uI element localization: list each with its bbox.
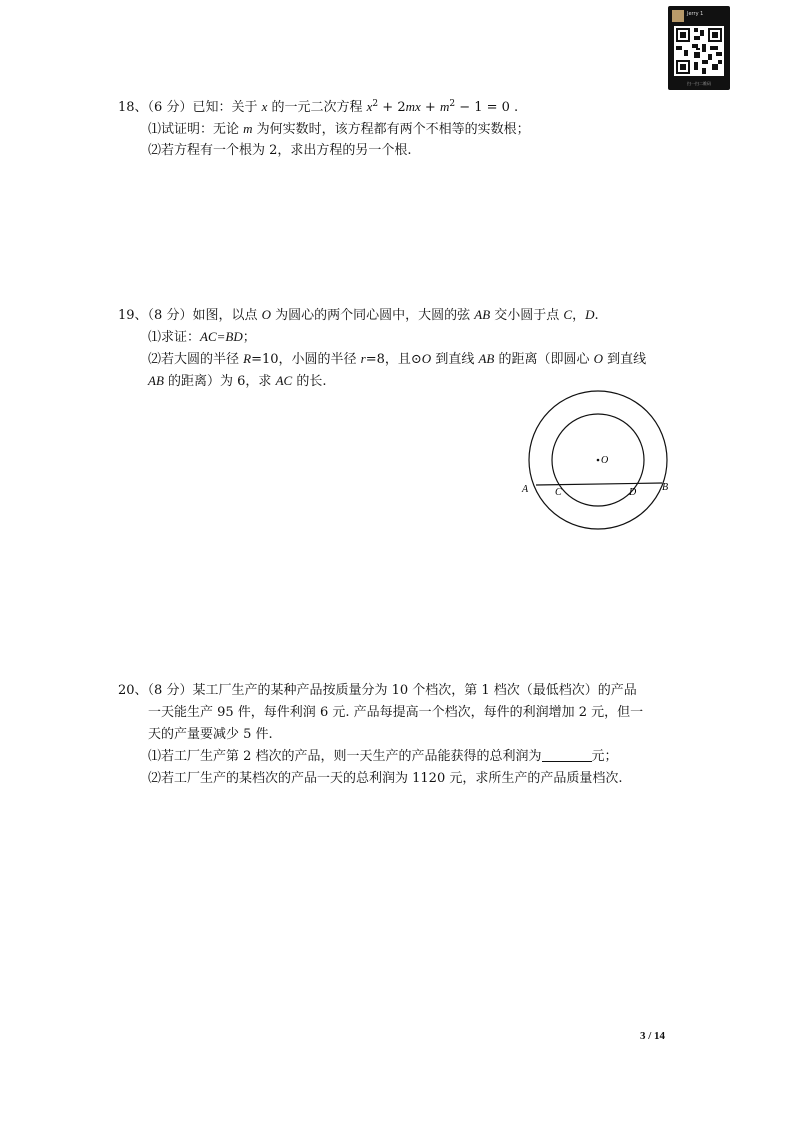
q19-text: 的距离）为 6，求	[163, 374, 276, 389]
q19-text: 的长.	[292, 374, 327, 389]
q18-exponent: 2	[372, 99, 379, 109]
q18-text: 的一元二次方程	[267, 100, 367, 115]
q19-text: ⑴求证：	[148, 330, 201, 345]
q19-text: ；	[242, 330, 256, 345]
q18-equation: + 2	[378, 100, 406, 115]
q19-text: ，	[572, 308, 586, 323]
q19-text: 的距离（即圆心	[494, 352, 594, 367]
q18-part-1	[148, 118, 530, 141]
q19-text: =10，小圆的半径	[251, 352, 361, 367]
chord-ab	[536, 483, 662, 485]
q20-line-2: 一天能生产 95 件，每件利润 6 元. 产品每提高一个档次，每件的利润增加 2 元，但一	[148, 705, 644, 720]
qr-code-block	[668, 6, 730, 90]
q19-part-2-cont	[148, 370, 326, 393]
q19-var: D	[585, 307, 595, 322]
q20-text: （8 分）某工厂生产的某种产品按质量分为 10 个档次，第 1 档次（最低档次）的产品	[147, 683, 637, 698]
q18-text: ⑴试证明：无论	[148, 122, 244, 137]
q19-text: .	[594, 308, 599, 323]
q19-var: O	[261, 307, 271, 322]
q19-text: 到直线	[431, 352, 479, 367]
q19-var: AC=BD	[200, 329, 243, 344]
q19-var: AB	[478, 351, 495, 366]
q18-text: （6 分）已知：关于	[147, 100, 262, 115]
label-o: O	[601, 455, 609, 466]
q18-var: x	[261, 99, 268, 114]
q18-equation: mx	[405, 99, 421, 114]
page-number: 3 / 14	[640, 1030, 666, 1042]
q19-var: AC	[275, 373, 293, 388]
q18-equation: +	[420, 100, 440, 115]
q20-line-3: 天的产量要减少 5 件.	[148, 727, 273, 742]
q18-equation: − 1 = 0 .	[455, 100, 519, 115]
q19-text: （8 分）如图，以点	[147, 308, 262, 323]
label-a: A	[522, 484, 529, 495]
q18-number: 18、	[118, 100, 148, 115]
label-b: B	[662, 482, 669, 493]
answer-blank[interactable]	[542, 747, 592, 762]
qr-header	[672, 10, 726, 24]
q18-line-1	[118, 96, 518, 119]
q19-number: 19、	[118, 308, 148, 323]
q19-text: ⑵若大圆的半径	[148, 352, 244, 367]
q19-text: 到直线	[603, 352, 647, 367]
qr-name: Jerry 1	[687, 11, 704, 17]
q19-var: AB	[148, 373, 164, 388]
q19-text: 为圆心的两个同心圆中，大圆的弦	[270, 308, 475, 323]
q18-var: m	[243, 121, 253, 136]
q19-var: r	[360, 351, 366, 366]
q19-line-1	[118, 304, 599, 327]
q19-text: =8，且⊙	[365, 352, 422, 367]
qr-code-icon	[674, 26, 724, 76]
q18-exponent: 2	[449, 99, 456, 109]
q18-part-2: ⑵若方程有一个根为 2，求出方程的另一个根.	[148, 143, 412, 158]
center-point	[597, 459, 600, 462]
q19-var: R	[243, 351, 252, 366]
q19-text: 交小圆于点	[490, 308, 564, 323]
q19-var: AB	[474, 307, 491, 322]
label-d: D	[629, 487, 637, 498]
concentric-circles-figure	[516, 362, 676, 532]
q19-part-1	[148, 326, 256, 349]
q18-text: 为何实数时，该方程都有两个不相等的实数根；	[252, 122, 530, 137]
q20-number: 20、	[118, 683, 148, 698]
q19-var: O	[593, 351, 603, 366]
q18-equation: x	[366, 99, 373, 114]
qr-caption: 扫一扫二维码	[687, 81, 711, 86]
q19-var: O	[421, 351, 432, 366]
avatar	[672, 10, 684, 22]
q20-part-2: ⑵若工厂生产的某档次的产品一天的总利润为 1120 元，求所生产的产品质量档次.	[148, 771, 623, 786]
q20-text: 元；	[591, 749, 618, 764]
q20-part-1	[148, 746, 618, 768]
label-c: C	[555, 487, 562, 498]
q18-equation: m	[439, 99, 450, 114]
q20-text: ⑴若工厂生产第 2 档次的产品，则一天生产的产品能获得的总利润为	[148, 749, 542, 764]
q20-line-1	[118, 680, 637, 702]
q19-var: C	[563, 307, 573, 322]
